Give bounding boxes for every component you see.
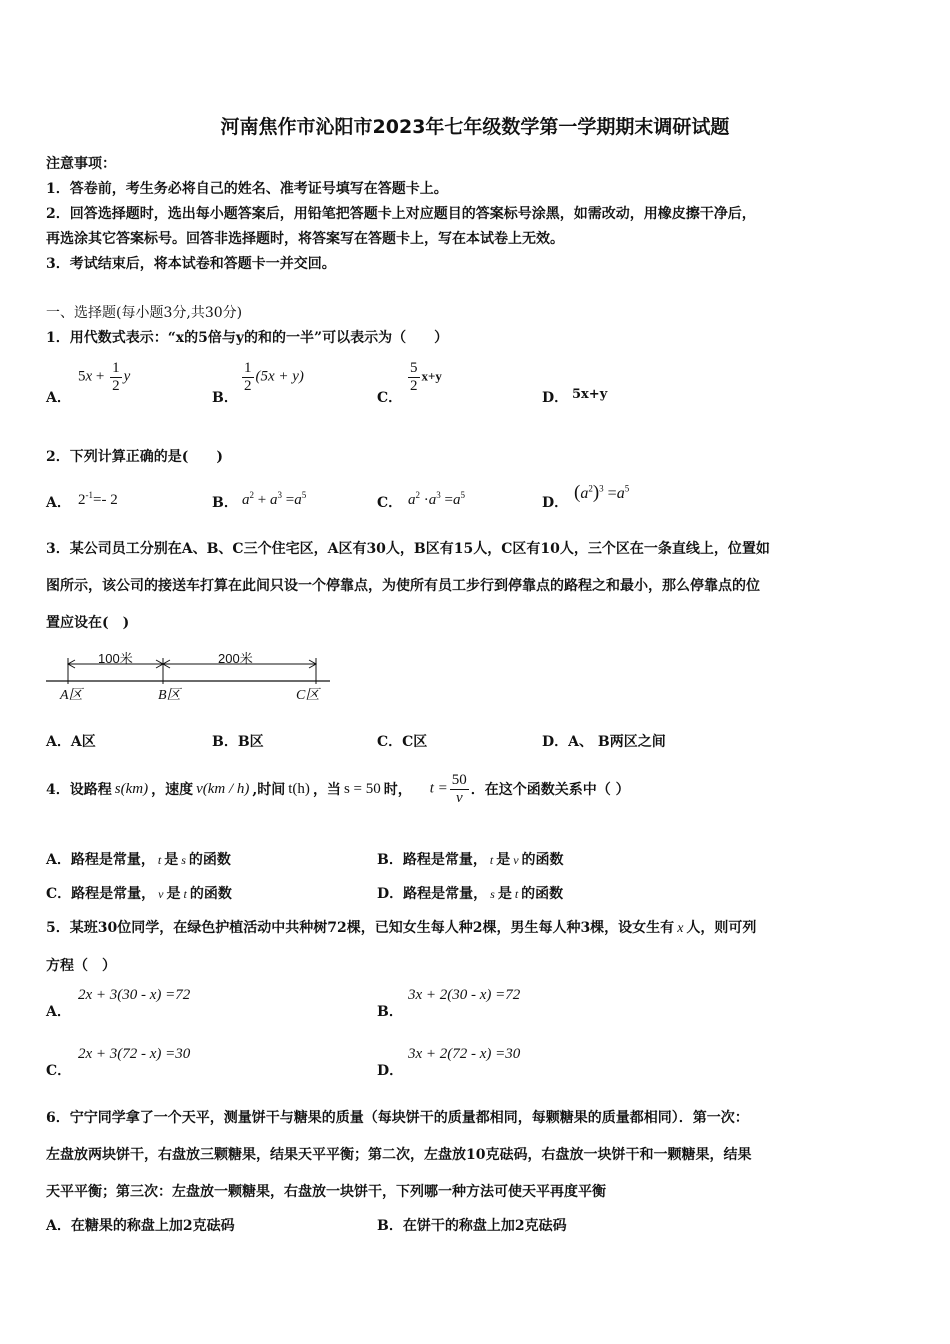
q5-d-expr: 3x + 2(72 - x) =30	[408, 1046, 521, 1062]
q1-b-expr: $\frac{1}{2}$ (5x + y)	[244, 360, 304, 394]
q2-a-expr: $2^{-1}=-$ 2	[78, 490, 118, 508]
q6-option-b: B．在饼干的称盘上加2克砝码	[377, 1218, 567, 1234]
q3-line-2: 图所示，该公司的接送车打算在此间只设一个停靠点，为使所有员工步行到停靠点的路程之和最小，那么停靠点的位	[46, 578, 760, 594]
q5-c-expr: 2x + 3(72 - x) =30	[78, 1046, 191, 1062]
q1-d-expr: 5x+y	[572, 387, 608, 402]
notice-item-2-cont: 再选涂其它答案标号。回答非选择题时，将答案写在答题卡上，写在本试卷上无效。	[46, 231, 564, 247]
q2-b-expr: $a^2 + a^3 =a^5$	[242, 490, 307, 508]
notice-item-2: 2．回答选择题时，选出每小题答案后，用铅笔把答题卡上对应题目的答案标号涂黑，如需改动，用橡皮擦干净后，	[46, 206, 756, 222]
q5-b-expr: 3x + 2(30 - x) =72	[408, 987, 521, 1003]
q4-option-d: D．路程是常量， s 是 t 的函数	[377, 886, 564, 902]
q6-line-2: 左盘放两块饼干，右盘放三颗糖果，结果天平平衡；第二次，左盘放10克砝码，右盘放一块饼干和一颗糖果，结果	[46, 1147, 752, 1163]
q5-line-2: 方程（ ）	[46, 958, 116, 974]
q4-option-c: C．路程是常量， v 是 t 的函数	[46, 886, 232, 902]
q2-b-label: B．	[212, 495, 238, 511]
q1-c-label: C．	[377, 390, 403, 406]
q4-stem: 4．设路程 s(km) ，速度 v(km / h) ,时间 t(h) ，当 s = 50 时， t = $\frac{50}{v}$ ．在这个函数关系中（ ）	[46, 772, 630, 806]
q1-d-label: D．	[542, 390, 569, 406]
q4-option-a: A．路程是常量， t 是 s 的函数	[46, 852, 231, 868]
q3-line-1: 3．某公司员工分别在A、B、C三个住宅区，A区有30人，B区有15人，C区有10人，三个区在一条直线上，位置如	[46, 541, 770, 557]
q2-c-label: C．	[377, 495, 403, 511]
page-title: 河南焦作市沁阳市2023年七年级数学第一学期期末调研试题	[220, 116, 730, 138]
notice-item-3: 3．考试结束后，将本试卷和答题卡一并交回。	[46, 256, 336, 272]
q2-a-label: A．	[46, 495, 71, 511]
notice-item-1: 1．答卷前，考生务必将自己的姓名、准考证号填写在答题卡上。	[46, 181, 448, 197]
q5-d-label: D．	[377, 1063, 404, 1079]
q3-label-a: A区	[60, 688, 83, 703]
q1-a-label: A．	[46, 390, 71, 406]
q1-stem: 1．用代数式表示：“x的5倍与y的和的一半”可以表示为（ ）	[46, 330, 449, 346]
q3-label-b: B区	[158, 688, 181, 703]
section-heading: 一、选择题(每小题3分,共30分)	[46, 305, 243, 321]
q3-option-b: B．B区	[212, 734, 264, 750]
q6-option-a: A．在糖果的称盘上加2克砝码	[46, 1218, 235, 1234]
q1-c-expr: $\frac{5}{2}$ x+y	[410, 360, 442, 394]
q2-stem: 2．下列计算正确的是( )	[46, 449, 223, 465]
q2-c-expr: $a^2 \cdot a^3 =a^5$	[408, 490, 465, 508]
q5-line-1: 5．某班30位同学，在绿色护植活动中共种树72棵，已知女生每人种2棵，男生每人种3棵，设女生有 x 人，则可列	[46, 920, 757, 936]
q5-c-label: C．	[46, 1063, 72, 1079]
q3-line-3: 置应设在( )	[46, 615, 130, 631]
q3-diagram	[44, 648, 334, 706]
q3-seg2-label: 200米	[218, 651, 253, 666]
q2-d-label: D．	[542, 495, 569, 511]
q3-option-a: A．A区	[46, 734, 96, 750]
q3-seg1-label: 100米	[98, 651, 133, 666]
q1-a-expr: 5x + $\frac{1}{2}$ y	[78, 360, 131, 394]
q1-b-label: B．	[212, 390, 238, 406]
q6-line-3: 天平平衡；第三次：左盘放一颗糖果，右盘放一块饼干，下列哪一种方法可使天平再度平衡	[46, 1184, 606, 1200]
notice-heading: 注意事项：	[46, 156, 116, 172]
q5-a-label: A．	[46, 1004, 71, 1020]
q3-option-d: D．A、 B两区之间	[542, 734, 666, 750]
q2-d-expr: $(a^2)^3 =a^5$	[574, 482, 630, 503]
q6-line-1: 6．宁宁同学拿了一个天平，测量饼干与糖果的质量（每块饼干的质量都相同，每颗糖果的质量都相同）．第一次：	[46, 1110, 749, 1126]
q3-label-c: C区	[296, 688, 320, 703]
q5-a-expr: 2x + 3(30 - x) =72	[78, 987, 191, 1003]
q5-b-label: B．	[377, 1004, 403, 1020]
q4-option-b: B．路程是常量， t 是 v 的函数	[377, 852, 564, 868]
q3-option-c: C．C区	[377, 734, 428, 750]
